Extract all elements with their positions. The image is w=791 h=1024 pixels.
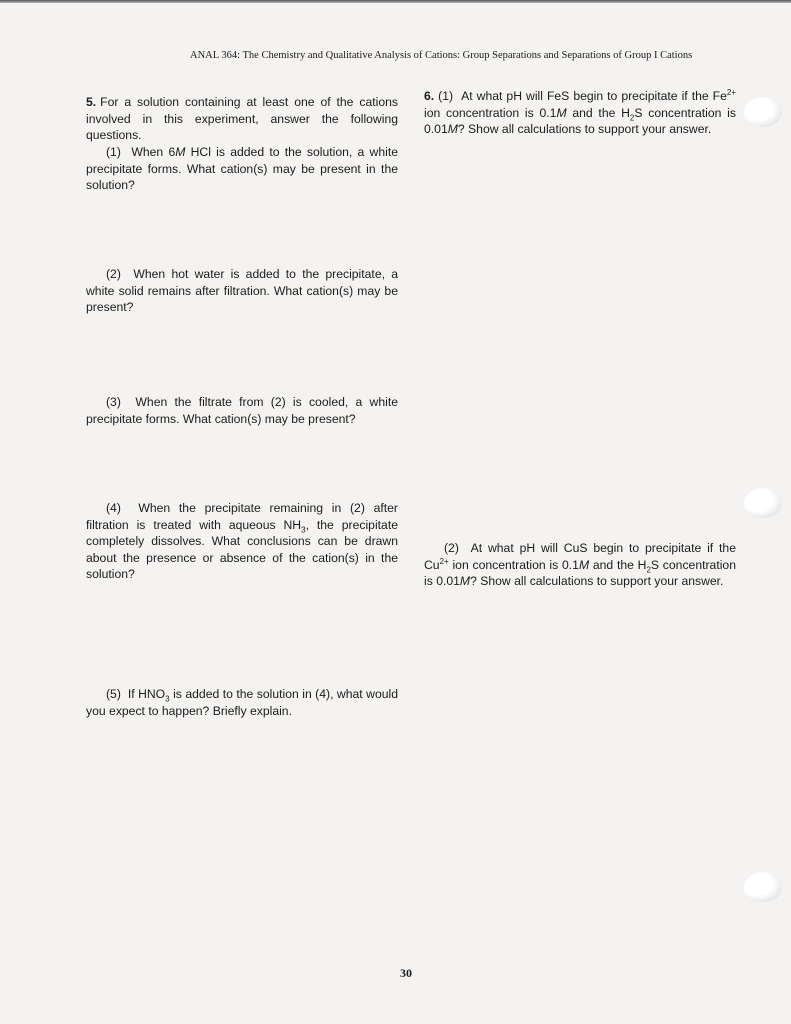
question-5-intro-text: For a solution containing at least one of the cations involved in this experiment, answer the following questions. bbox=[86, 95, 398, 143]
part-label: (4) bbox=[106, 501, 121, 515]
part-label: (2) bbox=[444, 541, 459, 555]
running-header: ANAL 364: The Chemistry and Qualitative Analysis of Cations: Group Separations and Separations of Group I Cations bbox=[190, 50, 693, 61]
question-5-part-1: (1) When 6M HCl is added to the solution, a white precipitate forms. What cation(s) may be present in the solution? bbox=[86, 145, 398, 193]
question-6-part-1: 6. (1) At what pH will FeS begin to precipitate if the $Fe^{2+}$ ion concentration is 0.1M and the $H_2S$ concentration is 0.01M? Show all calculations to support your answer. bbox=[424, 87, 737, 137]
punch-hole-middle bbox=[744, 488, 782, 518]
question-5-part-2: (2) When hot water is added to the precipitate, a white solid remains after filtration. What cation(s) may be present? bbox=[86, 267, 398, 315]
question-5-part-4: (4) When the precipitate remaining in (2) after filtration is treated with aqueous $NH_3$, the precipitate completely dissolves. What conclusions can be drawn about the presence or absence of the cation(s) in the solution? bbox=[86, 501, 398, 582]
page-number: 30 bbox=[400, 966, 412, 980]
question-6-part-2: (2) At what pH will CuS begin to precipitate if the $Cu^{2+}$ ion concentration is 0.1M and the $H_2S$ concentration is 0.01M? Show all calculations to support your answer. bbox=[424, 541, 736, 589]
punch-hole-bottom bbox=[744, 872, 782, 902]
part-label: (2) bbox=[106, 267, 121, 281]
question-5-intro bbox=[86, 94, 398, 144]
punch-hole-top bbox=[744, 97, 782, 127]
part-label: (5) bbox=[106, 687, 121, 701]
part-label: (1) bbox=[106, 145, 121, 159]
scan-edge-line bbox=[0, 0, 791, 3]
question-5-number: 5. bbox=[86, 95, 97, 109]
part-label: (3) bbox=[106, 395, 121, 409]
question-5-part-3: (3) When the filtrate from (2) is cooled, a white precipitate forms. What cation(s) may be present? bbox=[86, 395, 398, 426]
part-label: (1) bbox=[438, 89, 454, 103]
question-6-number: 6. bbox=[424, 89, 435, 103]
question-5-part-5: (5) If $HNO_3$ is added to the solution in (4), what would you expect to happen? Briefly explain. bbox=[86, 687, 398, 718]
